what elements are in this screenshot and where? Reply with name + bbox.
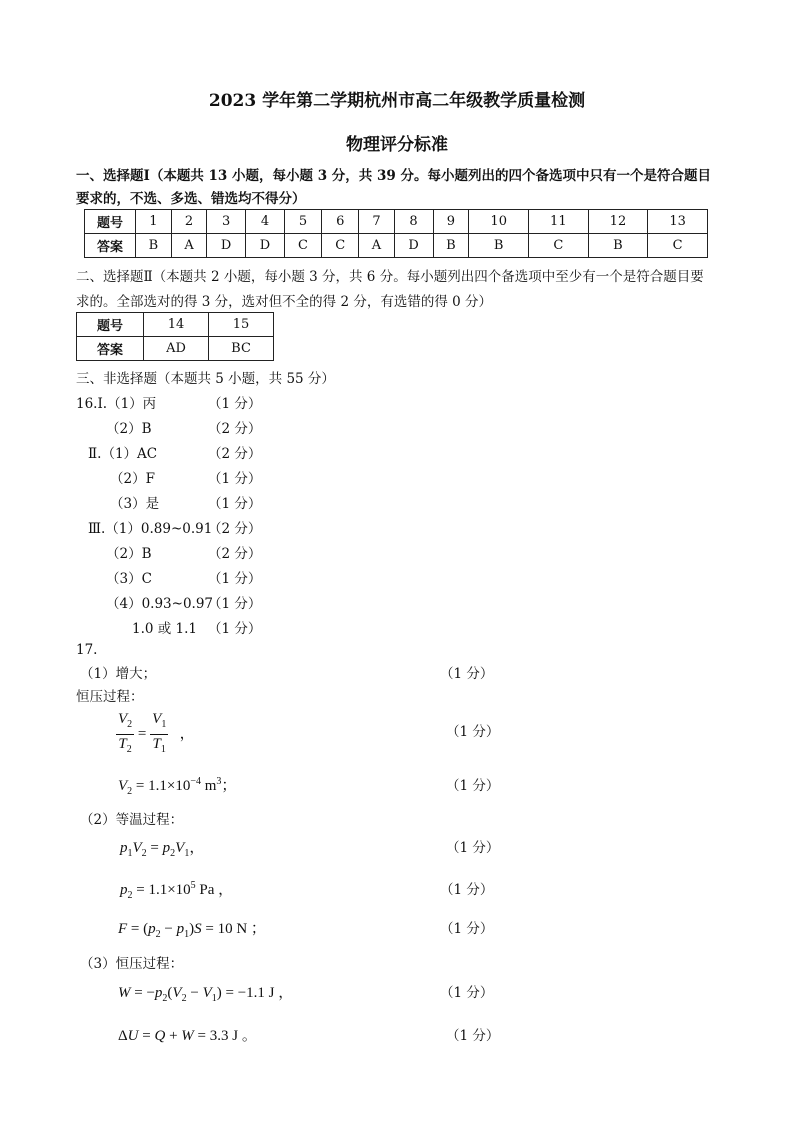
question-number-cell: 15 (209, 313, 274, 337)
q17-equation-force: $F = (p_2 - p_1)S = 10$ N ； (118, 921, 266, 940)
section1-intro-line1: 一、选择题Ⅰ（本题共 13 小题，每小题 3 分，共 39 分。每小题列出的四个备选项中只有一个是符合题目 (76, 168, 711, 184)
table-row (77, 337, 274, 361)
q16-item-label: 16.Ⅰ.（1）丙 (76, 396, 157, 412)
q17-part1-score: （1 分） (440, 666, 494, 682)
q17-isobaric-label: 恒压过程： (76, 689, 144, 705)
q16-item-label: Ⅲ.（1）0.89~0.91 (88, 521, 213, 537)
question-number-cell: 1 (136, 210, 172, 234)
q16-item-score: （1 分） (208, 496, 262, 512)
section2-answer-table (76, 312, 274, 361)
question-number-cell: 10 (469, 210, 529, 234)
q17-equation-internal-energy: ΔU = Q + W = 3.3 J 。 (118, 1028, 257, 1044)
q17-eq7-score: （1 分） (446, 1028, 500, 1044)
answer-label-cell: 答案 (85, 234, 136, 258)
q17-eq6-score: （1 分） (440, 985, 494, 1001)
answer-cell: A (171, 234, 206, 258)
page-title: 2023 学年第二学期杭州市高二年级教学质量检测 (208, 91, 586, 111)
q16-item-score: （1 分） (208, 471, 262, 487)
q16-item-label: （3）是 (110, 496, 160, 512)
q17-equation-boyle: $p_1V_2 = p_2V_1$， (120, 840, 205, 859)
table-row (85, 234, 708, 258)
q17-part2-label: （2）等温过程： (80, 812, 184, 828)
table-row (85, 210, 708, 234)
q17-eq3-score: （1 分） (446, 840, 500, 856)
q16-item-label: Ⅱ.（1）AC (88, 446, 158, 462)
q16-item-label: （2）B (106, 421, 152, 437)
q17-equation-pressure-result: $p_2 = 1.1\times 10^5$ Pa ， (120, 880, 234, 901)
answer-cell: C (529, 234, 589, 258)
question-number-cell: 8 (394, 210, 433, 234)
q17-eq1-score: （1 分） (446, 724, 500, 740)
q16-item-score: （2 分） (208, 521, 262, 537)
q16-item-score: （2 分） (208, 421, 262, 437)
q16-item-label: 1.0 或 1.1 (132, 621, 198, 637)
answer-cell: B (588, 234, 648, 258)
question-number-cell: 2 (171, 210, 206, 234)
question-number-cell: 12 (588, 210, 648, 234)
question-number-cell: 11 (529, 210, 589, 234)
q16-item-score: （2 分） (208, 546, 262, 562)
answer-cell: C (284, 234, 321, 258)
question-number-cell: 14 (144, 313, 209, 337)
question-number-cell: 3 (207, 210, 246, 234)
q17-part3-label: （3）恒压过程： (80, 956, 184, 972)
q17-eq2-score: （1 分） (446, 778, 500, 794)
q16-item-label: （2）B (106, 546, 152, 562)
q17-equation-work: $W = -p_2(V_2 - V_1) = -1.1$ J ， (118, 985, 294, 1004)
header-label-cell: 题号 (77, 313, 144, 337)
q16-item-label: （2）F (110, 471, 155, 487)
q17-eq4-score: （1 分） (440, 882, 494, 898)
answer-cell: B (469, 234, 529, 258)
q16-item-score: （1 分） (208, 571, 262, 587)
section2-intro-line1: 二、选择题Ⅱ（本题共 2 小题，每小题 3 分，共 6 分。每小题列出四个备选项中至少有一个是符合题目要 (76, 269, 704, 285)
section3-heading: 三、非选择题（本题共 5 小题，共 55 分） (76, 371, 335, 387)
section2-intro-line2: 求的。全部选对的得 3 分，选对但不全的得 2 分，有选错的得 0 分） (76, 294, 493, 310)
q16-item-score: （1 分） (208, 596, 262, 612)
answer-cell: D (246, 234, 285, 258)
question-number-cell: 5 (284, 210, 321, 234)
question-number-cell: 4 (246, 210, 285, 234)
page-subtitle: 物理评分标准 (346, 135, 448, 155)
section1-intro-line2: 要求的，不选、多选、错选均不得分） (76, 191, 306, 207)
q16-item-score: （1 分） (208, 621, 262, 637)
q17-part1-label: （1）增大； (80, 666, 157, 682)
q17-number: 17. (76, 642, 98, 658)
q17-eq5-score: （1 分） (440, 921, 494, 937)
header-label-cell: 题号 (85, 210, 136, 234)
answer-cell: BC (209, 337, 274, 361)
q17-equation-gas-law: $\frac{V_2}{T_2}$ = $\frac{V_1}{T_1}$ ， (118, 711, 195, 755)
q16-item-label: （4）0.93~0.97 (106, 596, 214, 612)
question-number-cell: 13 (648, 210, 708, 234)
answer-cell: C (648, 234, 708, 258)
q16-item-label: （3）C (106, 571, 152, 587)
q16-item-score: （2 分） (208, 446, 262, 462)
answer-cell: C (322, 234, 359, 258)
answer-label-cell: 答案 (77, 337, 144, 361)
answer-cell: D (394, 234, 433, 258)
answer-cell: AD (144, 337, 209, 361)
answer-cell: B (433, 234, 469, 258)
section1-answer-table (84, 209, 708, 258)
answer-cell: B (136, 234, 172, 258)
question-number-cell: 7 (359, 210, 394, 234)
question-number-cell: 6 (322, 210, 359, 234)
question-number-cell: 9 (433, 210, 469, 234)
answer-cell: D (207, 234, 246, 258)
q16-item-score: （1 分） (208, 396, 262, 412)
q17-equation-volume-result: $V_2 = 1.1\times 10^{-4}$ $m^3$； (118, 776, 237, 797)
table-row (77, 313, 274, 337)
answer-cell: A (359, 234, 394, 258)
